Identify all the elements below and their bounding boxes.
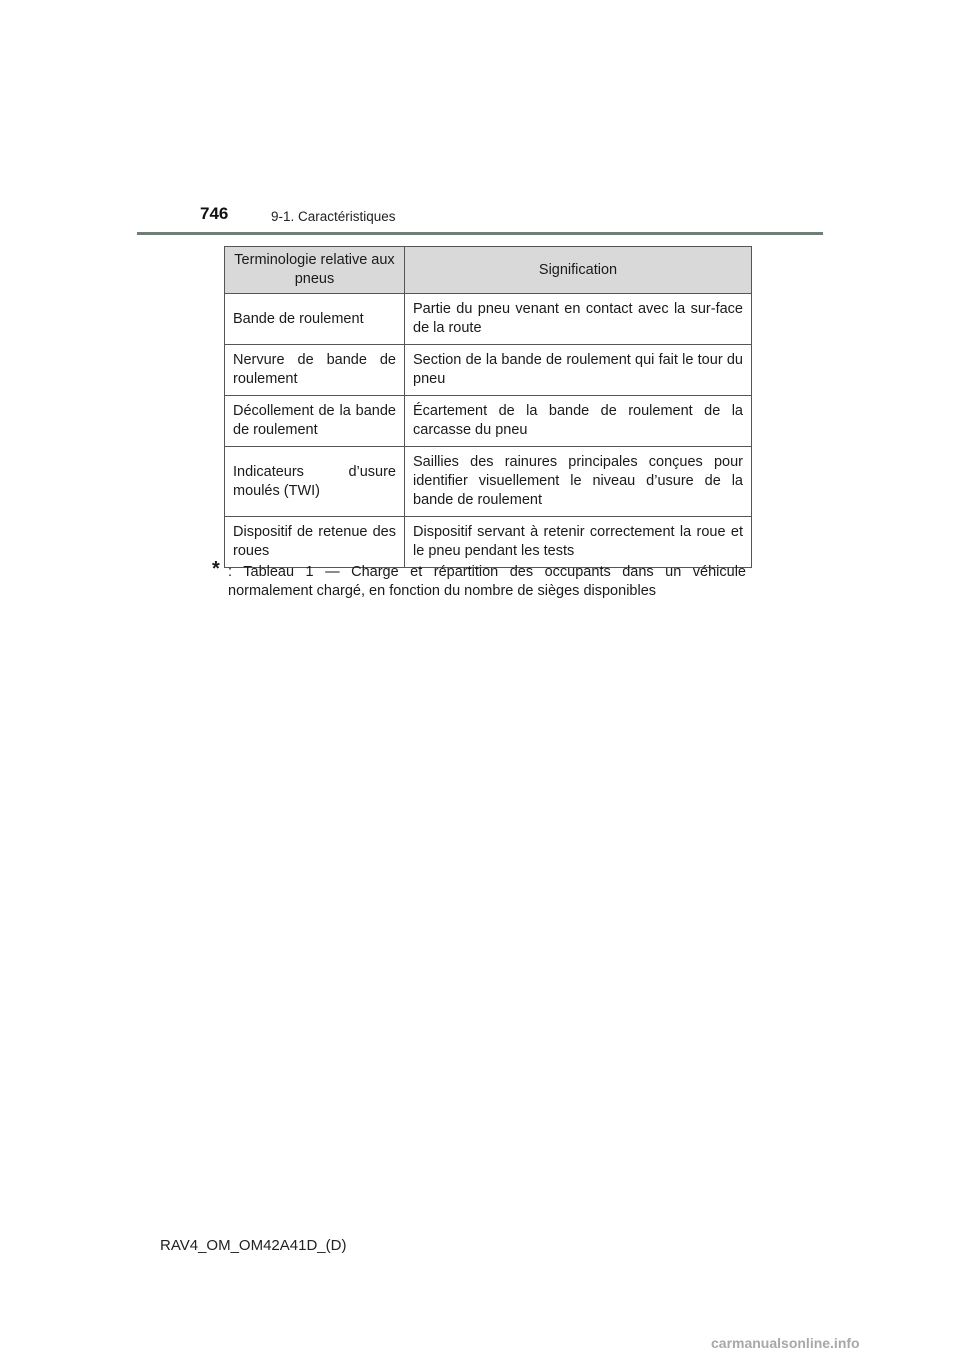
table-header-row [225, 247, 752, 294]
term-cell: Dispositif de retenue des roues [225, 517, 405, 568]
header-divider [137, 232, 823, 235]
table-row [225, 345, 752, 396]
column-header-meaning: Signification [405, 247, 752, 294]
tire-terminology-table [224, 246, 752, 568]
table-row [225, 517, 752, 568]
column-header-term: Terminologie relative aux pneus [225, 247, 405, 294]
section-title: 9-1. Caractéristiques [271, 209, 396, 224]
footnote [212, 558, 746, 601]
table-row [225, 447, 752, 517]
meaning-cell: Dispositif servant à retenir correctement la roue et le pneu pendant les tests [405, 517, 752, 568]
meaning-cell: Saillies des rainures principales conçues pour identifier visuellement le niveau d’usure de la bande de roulement [405, 447, 752, 517]
footnote-text: : Tableau 1 — Charge et répartition des occupants dans un véhicule normalement chargé, en fonction du nombre de sièges disponibles [228, 564, 746, 599]
footnote-marker: * [212, 558, 220, 580]
term-cell: Indicateurs d’usure moulés (TWI) [225, 447, 405, 517]
meaning-cell: Partie du pneu venant en contact avec la sur-face de la route [405, 294, 752, 345]
watermark: carmanualsonline.info [711, 1335, 860, 1351]
document-code: RAV4_OM_OM42A41D_(D) [160, 1237, 347, 1254]
meaning-cell: Section de la bande de roulement qui fait le tour du pneu [405, 345, 752, 396]
meaning-cell: Écartement de la bande de roulement de la carcasse du pneu [405, 396, 752, 447]
page-number: 746 [200, 204, 229, 223]
table-row [225, 294, 752, 345]
term-cell: Décollement de la bande de roulement [225, 396, 405, 447]
table-row [225, 396, 752, 447]
term-cell: Nervure de bande de roulement [225, 345, 405, 396]
term-cell: Bande de roulement [225, 294, 405, 345]
